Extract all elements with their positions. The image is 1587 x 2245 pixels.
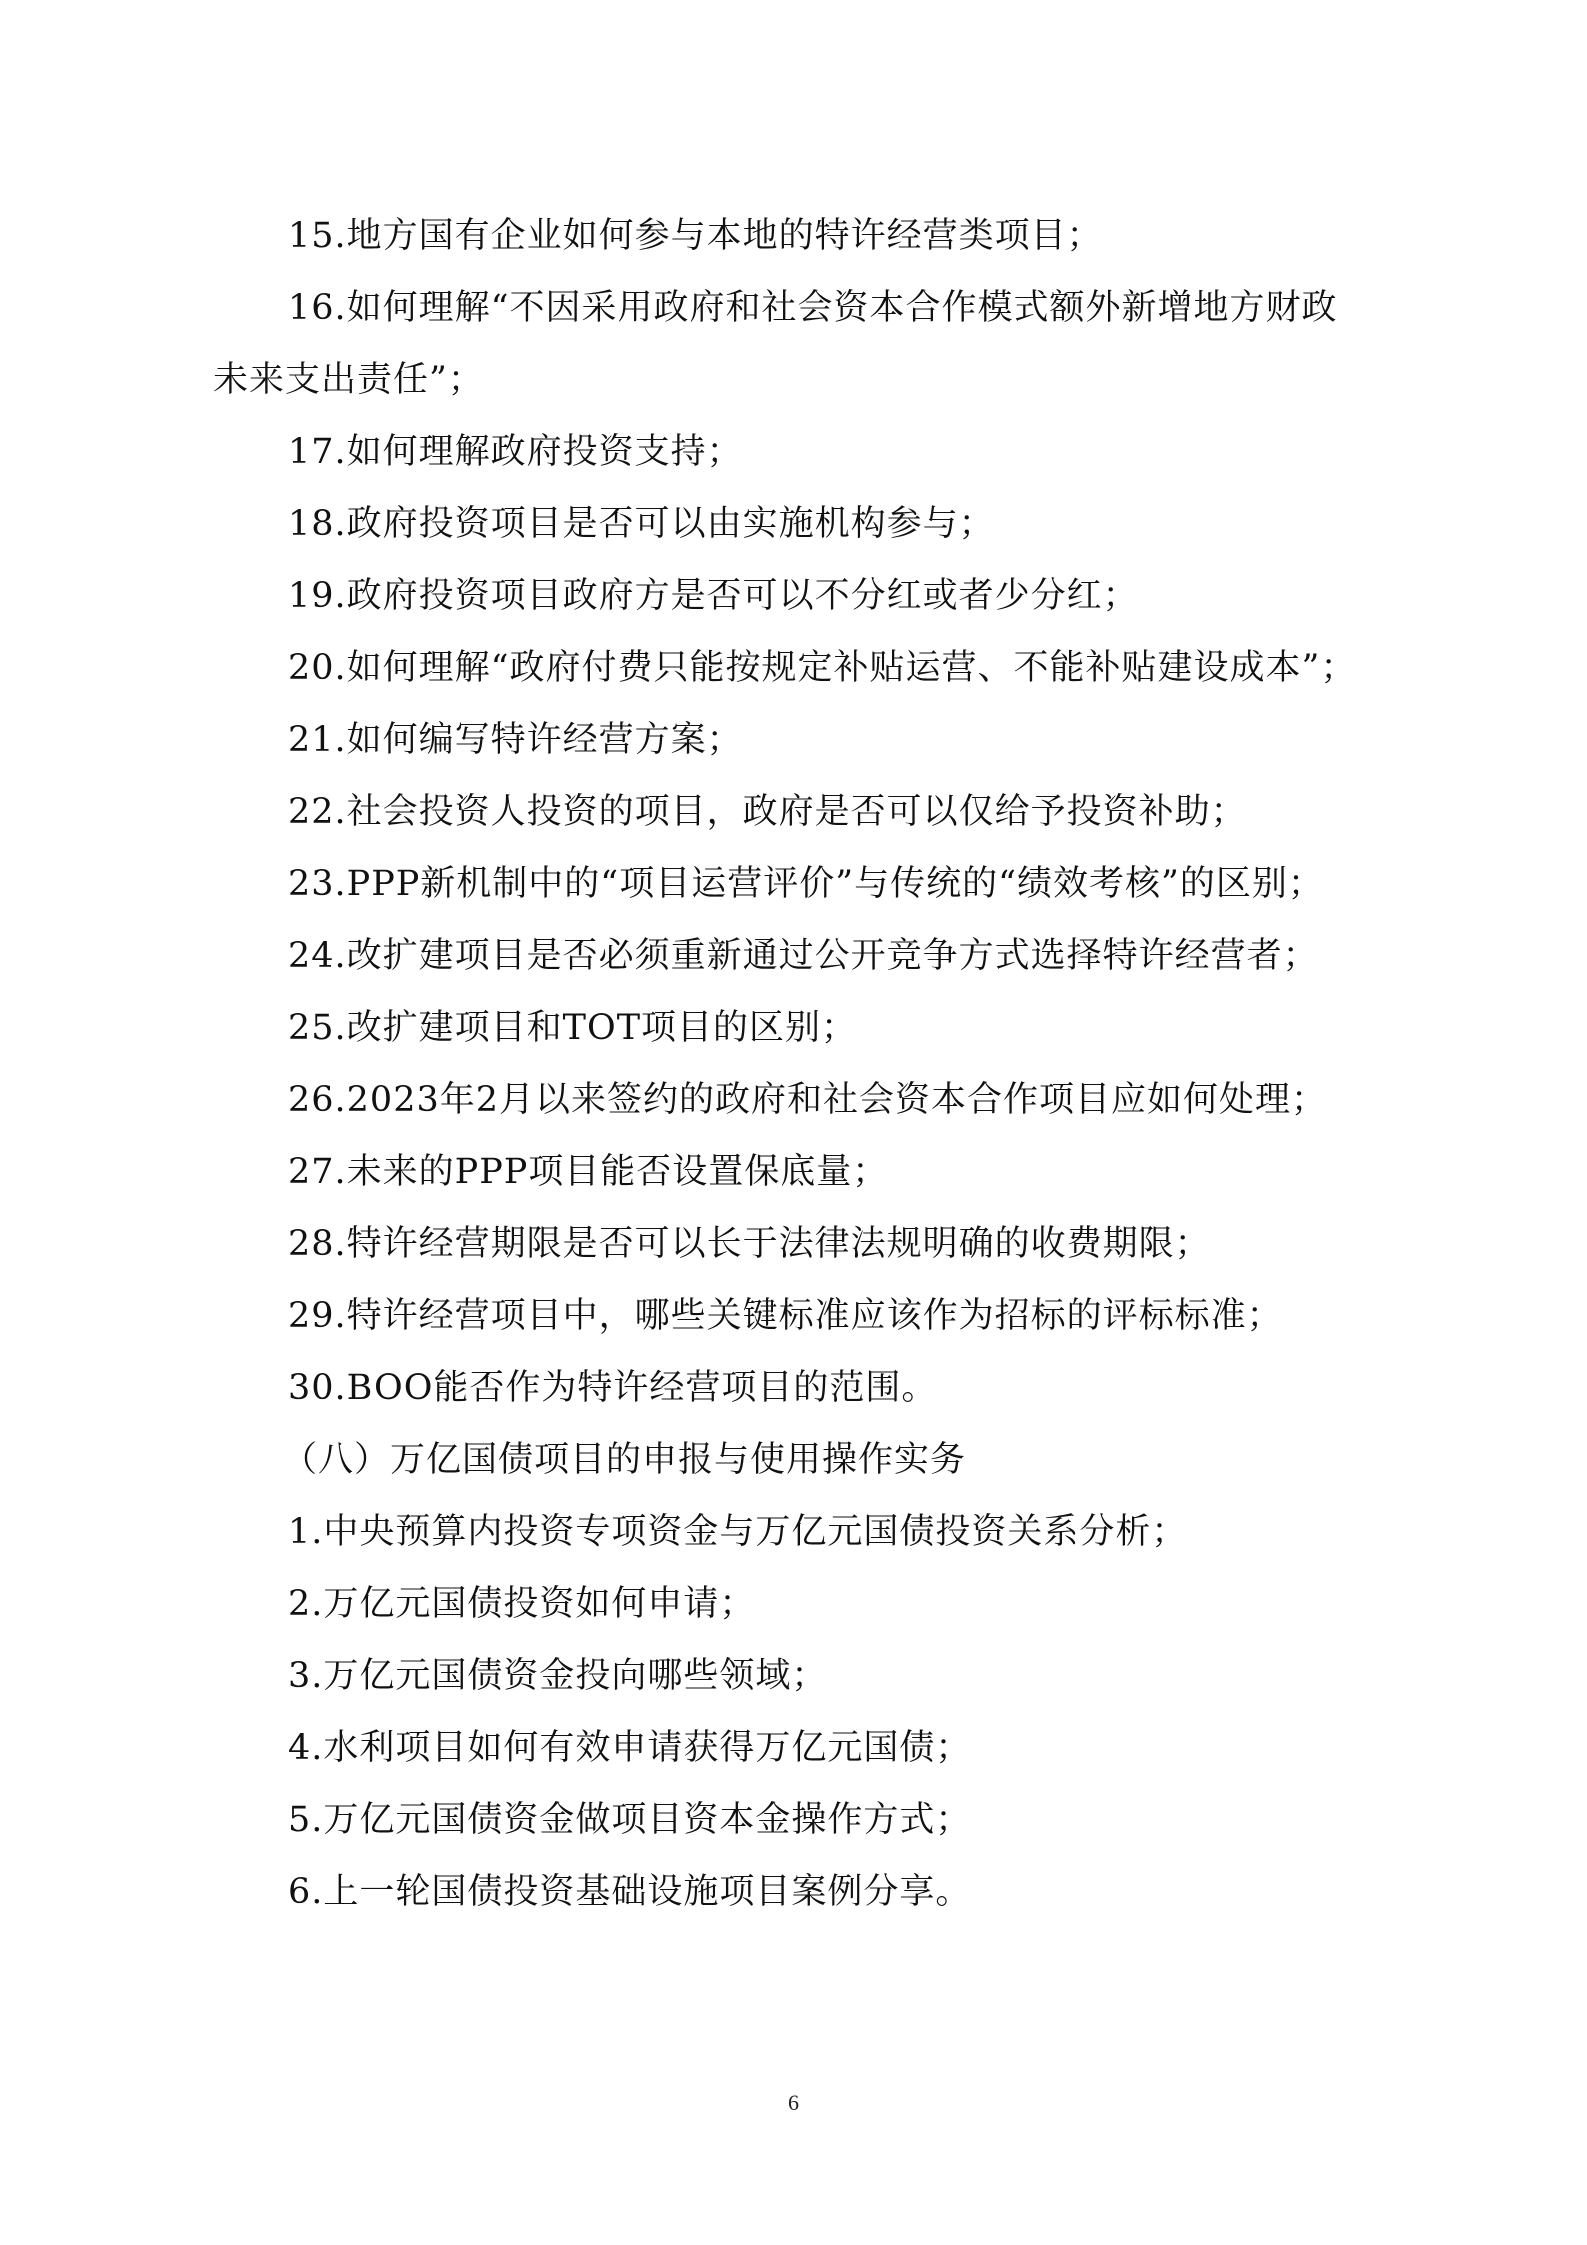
list-item-17: 17.如何理解政府投资支持； xyxy=(288,432,743,472)
list-item-5: 5.万亿元国债资金做项目资本金操作方式； xyxy=(288,1800,972,1840)
list-item-16-continuation: 未来支出责任”； xyxy=(213,360,484,400)
list-item-16: 16.如何理解“不因采用政府和社会资本合作模式额外新增地方财政 xyxy=(288,288,1338,328)
list-item-1: 1.中央预算内投资专项资金与万亿元国债投资关系分析； xyxy=(288,1512,1188,1552)
list-item-23: 23.PPP新机制中的“项目运营评价”与传统的“绩效考核”的区别； xyxy=(288,864,1324,904)
list-item-22: 22.社会投资人投资的项目，政府是否可以仅给予投资补助； xyxy=(288,792,1247,832)
list-item-4: 4.水利项目如何有效申请获得万亿元国债； xyxy=(288,1728,972,1768)
page-number: 6 xyxy=(788,2090,799,2115)
list-item-3: 3.万亿元国债资金投向哪些领域； xyxy=(288,1656,828,1696)
list-item-19: 19.政府投资项目政府方是否可以不分红或者少分红； xyxy=(288,576,1139,616)
section-heading: （八）万亿国债项目的申报与使用操作实务 xyxy=(282,1440,967,1480)
list-item-28: 28.特许经营期限是否可以长于法律法规明确的收费期限； xyxy=(288,1224,1211,1264)
list-item-2: 2.万亿元国债投资如何申请； xyxy=(288,1584,756,1624)
list-item-26: 26.2023年2月以来签约的政府和社会资本合作项目应如何处理； xyxy=(288,1080,1328,1120)
list-item-24: 24.改扩建项目是否必须重新通过公开竞争方式选择特许经营者； xyxy=(288,936,1319,976)
list-item-6: 6.上一轮国债投资基础设施项目案例分享。 xyxy=(288,1872,972,1912)
list-item-30: 30.BOO能否作为特许经营项目的范围。 xyxy=(288,1368,938,1408)
list-item-25: 25.改扩建项目和TOT项目的区别； xyxy=(288,1008,858,1048)
list-item-18: 18.政府投资项目是否可以由实施机构参与； xyxy=(288,504,995,544)
list-item-20: 20.如何理解“政府付费只能按规定补贴运营、不能补贴建设成本”； xyxy=(288,648,1357,688)
list-item-27: 27.未来的PPP项目能否设置保底量； xyxy=(288,1152,889,1192)
list-item-15: 15.地方国有企业如何参与本地的特许经营类项目； xyxy=(288,216,1103,256)
list-item-21: 21.如何编写特许经营方案； xyxy=(288,720,743,760)
list-item-29: 29.特许经营项目中，哪些关键标准应该作为招标的评标标准； xyxy=(288,1296,1283,1336)
